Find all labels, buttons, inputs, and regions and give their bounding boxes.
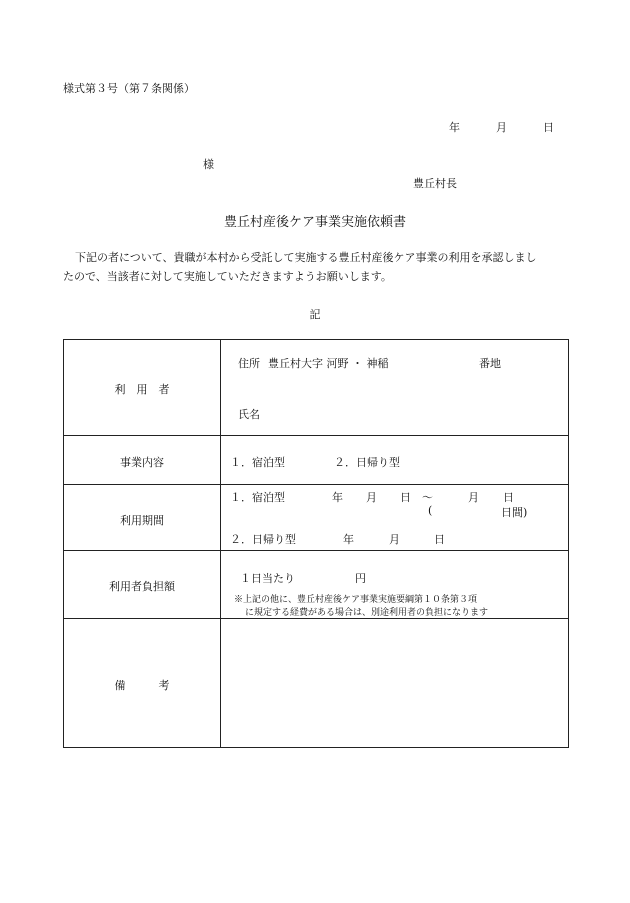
ki-mark: 記: [309, 308, 321, 321]
row-user: [64, 340, 569, 436]
period-tilde: ～: [422, 491, 433, 504]
body-line-1: 下記の者について、貴職が本村から受託して実施する豊丘村産後ケア事業の利用を承認しまし: [75, 251, 537, 264]
content-value-cell: [221, 436, 569, 485]
period-stay-day: 日: [400, 491, 411, 504]
name-label: 氏名: [238, 408, 260, 421]
cost-label: 利用者負担額: [109, 580, 175, 593]
address-label: 住所: [238, 357, 260, 370]
user-value-cell: [221, 340, 569, 436]
content-option-2: ２．日帰り型: [334, 456, 400, 469]
period-stay-year: 年: [332, 491, 343, 504]
form-number: 様式第３号（第７条関係）: [63, 82, 195, 95]
period-stay-end-month: 月: [468, 491, 479, 504]
period-day-label: ２．日帰り型: [230, 533, 296, 546]
sender: 豊丘村長: [413, 177, 457, 190]
date-year: 年: [449, 121, 460, 134]
addressee-suffix: 様: [203, 158, 214, 171]
remarks-value-cell[interactable]: [221, 619, 569, 748]
date-month: 月: [496, 121, 507, 134]
row-remarks: [64, 619, 569, 748]
date-day: 日: [543, 121, 554, 134]
period-days-close: 日間): [501, 506, 528, 519]
period-day-year: 年: [343, 533, 354, 546]
user-label: 利 用 者: [114, 383, 170, 396]
cost-yen: 円: [355, 572, 366, 585]
period-label-cell: [64, 485, 221, 551]
cost-value-cell: [221, 551, 569, 619]
document-title: 豊丘村産後ケア事業実施依頼書: [223, 215, 406, 230]
period-stay-end-day: 日: [503, 491, 514, 504]
cost-label-cell: [64, 551, 221, 619]
cost-per-day: １日当たり: [240, 572, 295, 585]
period-days-open: (: [428, 504, 433, 517]
form-table: [63, 339, 569, 748]
content-label-cell: [64, 436, 221, 485]
address-value: 豊丘村大字 河野 ・ 神稲: [268, 357, 389, 370]
period-value-cell: [221, 485, 569, 551]
period-stay-month: 月: [366, 491, 377, 504]
row-period: [64, 485, 569, 551]
row-content: [64, 436, 569, 485]
cost-note-2: に規定する経費がある場合は、別途利用者の負担になります: [245, 608, 489, 618]
remarks-label: 備 考: [114, 679, 170, 692]
period-label: 利用期間: [120, 514, 164, 527]
period-day-day: 日: [434, 533, 445, 546]
address-suffix: 番地: [479, 357, 501, 370]
content-label: 事業内容: [120, 456, 164, 469]
remarks-label-cell: [64, 619, 221, 748]
period-stay-label: １．宿泊型: [230, 491, 285, 504]
row-cost: [64, 551, 569, 619]
period-day-month: 月: [389, 533, 400, 546]
content-option-1: １．宿泊型: [230, 456, 285, 469]
user-label-cell: [64, 340, 221, 436]
cost-note-1: ※上記の他に、豊丘村産後ケア事業実施要綱第１０条第３項: [234, 595, 478, 605]
body-line-2: たので、当該者に対して実施していただきますようお願いします。: [63, 270, 392, 283]
